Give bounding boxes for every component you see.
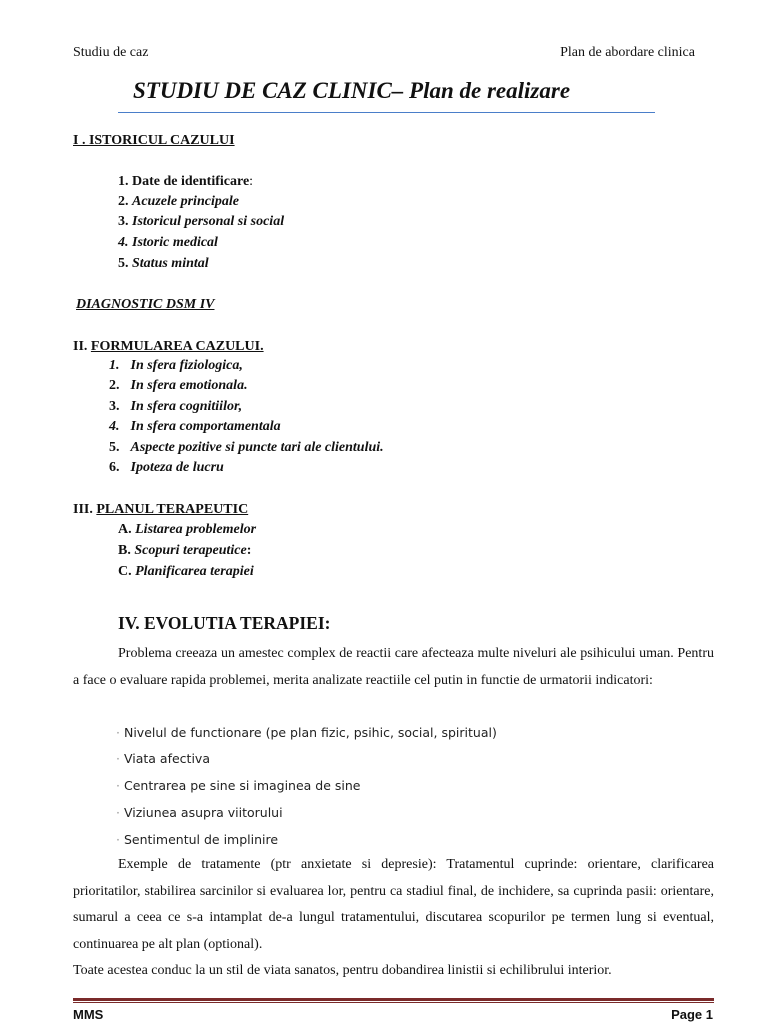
section-4-paragraph-2 xyxy=(73,852,714,958)
item-text: Date de identificare xyxy=(132,174,250,189)
page-title xyxy=(133,76,570,106)
item-text: Planificarea terapiei xyxy=(135,564,254,579)
item-text: In sfera emotionala. xyxy=(130,378,248,393)
section-1-item-5 xyxy=(118,255,209,273)
section-2-heading xyxy=(73,338,264,356)
section-3-item-b xyxy=(118,542,251,560)
section-2-item-5 xyxy=(109,439,384,457)
section-3-title: PLANUL TERAPEUTIC xyxy=(96,502,249,517)
item-number: 6. xyxy=(109,460,120,475)
title-subtitle: – Plan de realizare xyxy=(391,78,571,103)
footer-rule xyxy=(73,998,714,1001)
section-1-item-4 xyxy=(118,234,218,252)
item-text: Aspecte pozitive si puncte tari ale clientului. xyxy=(130,440,384,455)
item-text: Listarea problemelor xyxy=(135,522,257,537)
section-2-item-6 xyxy=(109,459,224,477)
item-number: 4. xyxy=(109,419,120,434)
item-number: 2. xyxy=(118,194,129,209)
item-text: Istoric medical xyxy=(132,235,218,250)
section-2-title: FORMULAREA CAZULUI. xyxy=(90,339,264,354)
section-2-item-4 xyxy=(109,418,281,436)
section-3-item-a xyxy=(118,521,256,539)
item-text: Scopuri terapeutice xyxy=(134,543,247,558)
item-number: 4. xyxy=(118,235,129,250)
item-text: Acuzele principale xyxy=(132,194,239,209)
item-number: 1. xyxy=(118,174,129,189)
item-text: Ipoteza de lucru xyxy=(130,460,224,475)
section-1-item-1 xyxy=(118,173,253,191)
indicator-bullet-5 xyxy=(116,831,278,849)
item-number: 5. xyxy=(118,256,129,271)
footer-left: MMS xyxy=(73,1007,104,1022)
indicator-bullet-4 xyxy=(116,804,283,822)
item-number: 1. xyxy=(109,358,120,373)
item-letter: C. xyxy=(118,564,132,579)
bullet-text: Nivelul de functionare (pe plan fizic, psihic, social, spiritual) xyxy=(123,725,497,740)
bullet-mark: · xyxy=(116,832,120,847)
dsm-heading: DIAGNOSTIC DSM IV xyxy=(76,297,215,312)
page-number: Page 1 xyxy=(671,1007,713,1022)
section-4-paragraph-3: Toate acestea conduc la un stil de viata sanatos, pentru dobandirea linistii si echilibrului interior. xyxy=(73,963,612,978)
section-2-prefix: II. xyxy=(73,339,88,354)
header-left: Studiu de caz xyxy=(73,45,149,60)
bullet-text: Sentimentul de implinire xyxy=(123,832,279,847)
header-right: Plan de abordare clinica xyxy=(560,45,695,60)
section-2-item-1 xyxy=(109,357,243,375)
item-number: 2. xyxy=(109,378,120,393)
item-number: 5. xyxy=(109,440,120,455)
section-3-prefix: III. xyxy=(73,502,93,517)
section-3-heading xyxy=(73,501,248,519)
section-3-item-c xyxy=(118,563,254,581)
item-number: 3. xyxy=(109,399,120,414)
item-tail: : xyxy=(246,543,252,558)
item-tail: : xyxy=(249,174,254,189)
section-4-paragraph-1 xyxy=(73,641,714,694)
item-letter: A. xyxy=(118,522,132,537)
bullet-text: Viata afectiva xyxy=(123,751,210,766)
item-text: In sfera cognitiilor, xyxy=(130,399,243,414)
paragraph-text: Problema creeaza un amestec complex de reactii care afecteaza multe niveluri ale psihicului uman. Pentru a face o evaluare rapida problemei, merita analizate reactiile cel putin in functie de urmatorii indicatori: xyxy=(73,646,714,688)
section-2-item-3 xyxy=(109,398,242,416)
item-text: In sfera comportamentala xyxy=(130,419,281,434)
bullet-mark: · xyxy=(116,725,120,740)
paragraph-text: Exemple de tratamente (ptr anxietate si depresie): Tratamentul cuprinde: orientare, clarificarea prioritatilor, stabilirea sarcinilor si evaluarea lor, pentru ca stadiul final, de inchidere, sa cuprinda pasii: orientare, sumarul a ceea ce s-a intamplat de-a lungul tratamentului, discutarea scopurilor pe termen lung si eventual, continuarea pe alt plan (optional). xyxy=(73,857,714,952)
item-number: 3. xyxy=(118,214,129,229)
indicator-bullet-3 xyxy=(116,777,361,795)
footer-rule-thin xyxy=(73,1002,714,1003)
section-1-item-3 xyxy=(118,213,284,231)
section-1-heading: I . ISTORICUL CAZULUI xyxy=(73,133,235,148)
item-letter: B. xyxy=(118,543,131,558)
bullet-mark: · xyxy=(116,751,120,766)
section-1-item-2 xyxy=(118,193,239,211)
bullet-text: Centrarea pe sine si imaginea de sine xyxy=(123,778,361,793)
item-text: Status mintal xyxy=(132,256,209,271)
section-2-item-2 xyxy=(109,377,248,395)
section-4-heading: IV. EVOLUTIA TERAPIEI: xyxy=(118,613,331,633)
item-text: In sfera fiziologica, xyxy=(130,358,243,373)
bullet-mark: · xyxy=(116,778,120,793)
indicator-bullet-2 xyxy=(116,750,210,768)
title-main: STUDIU DE CAZ CLINIC xyxy=(133,78,392,103)
bullet-text: Viziunea asupra viitorului xyxy=(123,805,283,820)
title-underline xyxy=(118,112,655,113)
indicator-bullet-1 xyxy=(116,724,497,742)
item-text: Istoricul personal si social xyxy=(132,214,285,229)
bullet-mark: · xyxy=(116,805,120,820)
